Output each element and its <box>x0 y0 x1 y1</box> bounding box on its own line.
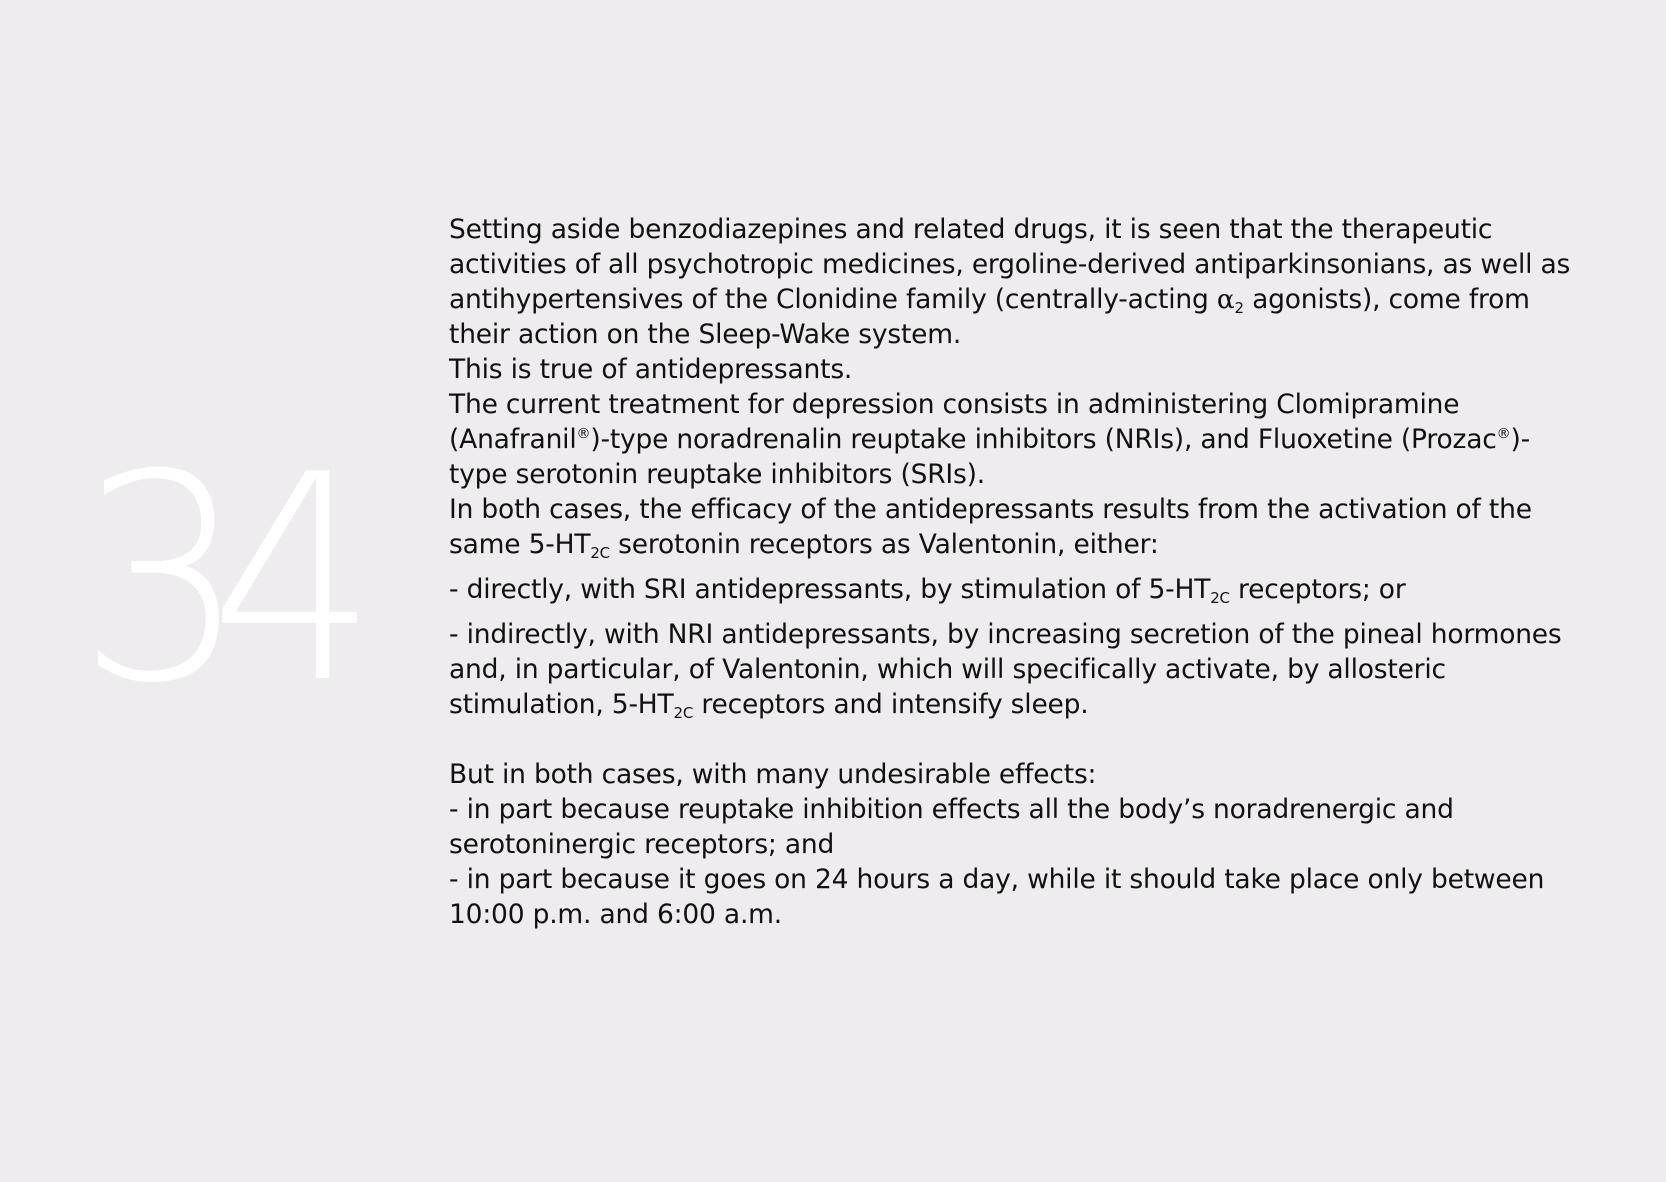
list-item-directly: - directly, with SRI antidepressants, by stimulation of $5-HT_{2C}$ receptors; or <box>449 574 1406 607</box>
paragraph-sleep-wake: Setting aside benzodiazepines and related drugs, it is seen that the therapeutic activities of all psychotropic medicines, ergoline-derived antiparkinsonians, as well as antihypertensives of the Clonidine family (centrally-acting $\alpha_2$ agonists), come from their action on the Sleep-Wake system. <box>449 214 1571 350</box>
paragraph-antidepressants: This is true of antidepressants. <box>449 354 853 385</box>
receptor-subscript: 2C <box>673 704 694 722</box>
paragraph-current-treatment: The current treatment for depression consists in administering Clomipramine (Anafranil®)-type noradrenalin reuptake inhibitors (NRIs), and Fluoxetine (Prozac®)-type serotonin reuptake inhibitors (SRIs). <box>449 389 1530 490</box>
alpha-subscript: 2 <box>1234 299 1244 317</box>
list-item-reuptake-inhibition: - in part because reuptake inhibition effects all the body’s noradrenergic and serotoninergic receptors; and <box>449 794 1454 860</box>
page-number: 34 <box>78 414 341 746</box>
paragraph-undesirable-effects: But in both cases, with many undesirable effects: <box>449 759 1097 790</box>
list-item-24-hours: - in part because it goes on 24 hours a day, while it should take place only between 10:00 p.m. and 6:00 a.m. <box>449 864 1545 930</box>
list-item-indirectly: - indirectly, with NRI antidepressants, by increasing secretion of the pineal hormones and, in particular, of Valentonin, which will specifically activate, by allosteric stimulation, $5-HT_{2C}$ receptors and intensify sleep. <box>449 619 1562 722</box>
receptor-subscript: 2C <box>1210 589 1230 607</box>
registered-mark: ® <box>576 426 591 442</box>
alpha-symbol: α <box>1216 284 1235 315</box>
registered-mark: ® <box>1496 426 1511 442</box>
paragraph-efficacy: In both cases, the efficacy of the antidepressants results from the activation of the same $5-HT_{2C}$ serotonin receptors as Valentonin, either: <box>449 494 1532 562</box>
body-text <box>449 212 1579 932</box>
receptor-subscript: 2C <box>590 544 610 562</box>
